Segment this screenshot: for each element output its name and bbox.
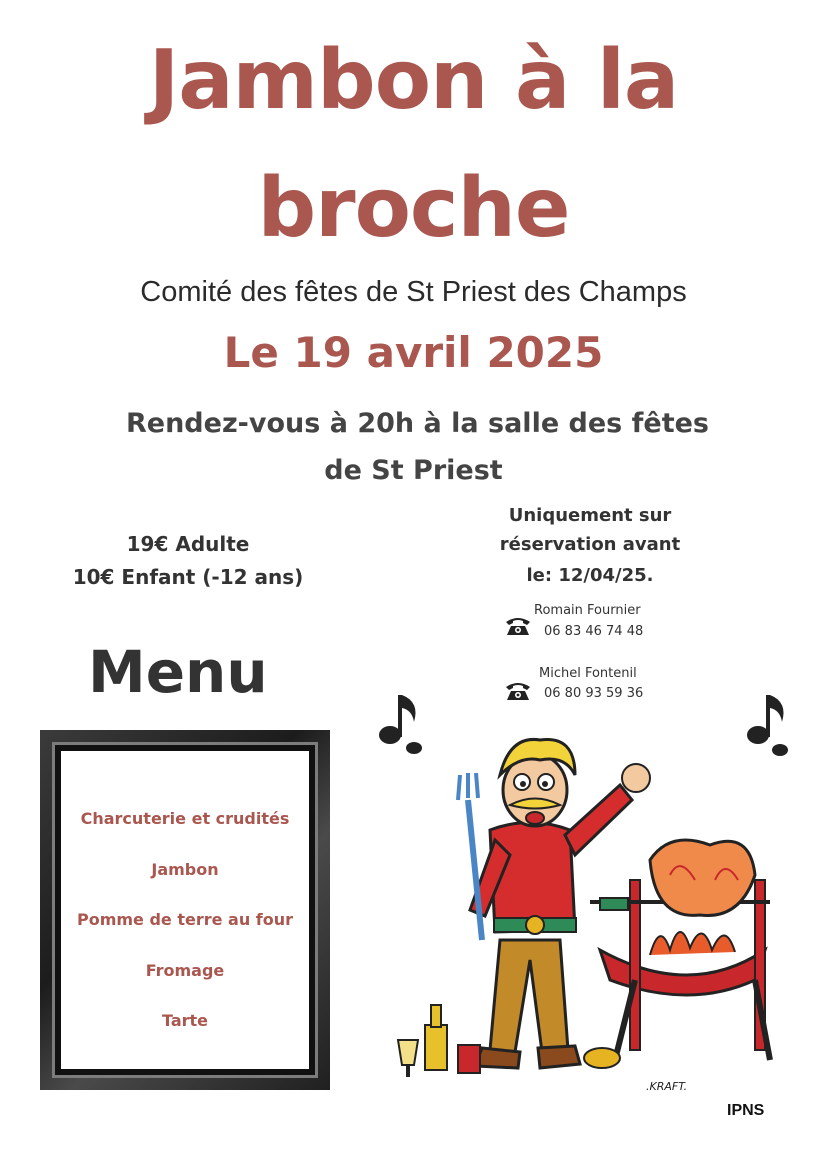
title-line-2: broche (257, 161, 570, 256)
menu-item: Pomme de terre au four (76, 910, 294, 929)
music-note-icon (747, 695, 788, 756)
price-child: 10€ Enfant (-12 ans) (72, 565, 304, 589)
ipns-footer: IPNS (727, 1102, 765, 1119)
reservation-line-3: le: 12/04/25. (526, 565, 654, 586)
telephone-icon (504, 615, 532, 637)
contact-phone: 06 83 46 74 48 (544, 624, 644, 639)
menu-item: Jambon (151, 860, 219, 879)
illustrator-signature: .KRAFT. (646, 1080, 688, 1093)
meeting-line-2: de St Priest (324, 455, 503, 486)
contact-name: Romain Fournier (534, 603, 641, 618)
music-note-icon (379, 695, 422, 754)
menu-title: Menu (88, 638, 268, 706)
price-adult: 19€ Adulte (126, 532, 250, 556)
menu-item: Charcuterie et crudités (80, 809, 290, 828)
contact-phone: 06 80 93 59 36 (544, 686, 644, 701)
menu-list (61, 751, 309, 1069)
reservation-line-2: réservation avant (499, 534, 681, 555)
meeting-line-1: Rendez-vous à 20h à la salle des fêtes (125, 408, 709, 439)
menu-item: Fromage (145, 961, 225, 980)
menu-item: Tarte (161, 1011, 209, 1030)
reservation-line-1: Uniquement sur (508, 505, 672, 526)
glass-icon (398, 1040, 418, 1077)
cook-illustration (370, 680, 810, 1100)
organizer-text: Comité des fêtes de St Priest des Champs (140, 276, 687, 308)
contact-name: Michel Fontenil (539, 666, 637, 681)
menu-board (40, 730, 330, 1090)
event-date: Le 19 avril 2025 (223, 328, 604, 377)
grill-icon (590, 840, 770, 1060)
bottle-icon (425, 1005, 447, 1070)
title-line-1: Jambon à la (148, 33, 679, 128)
